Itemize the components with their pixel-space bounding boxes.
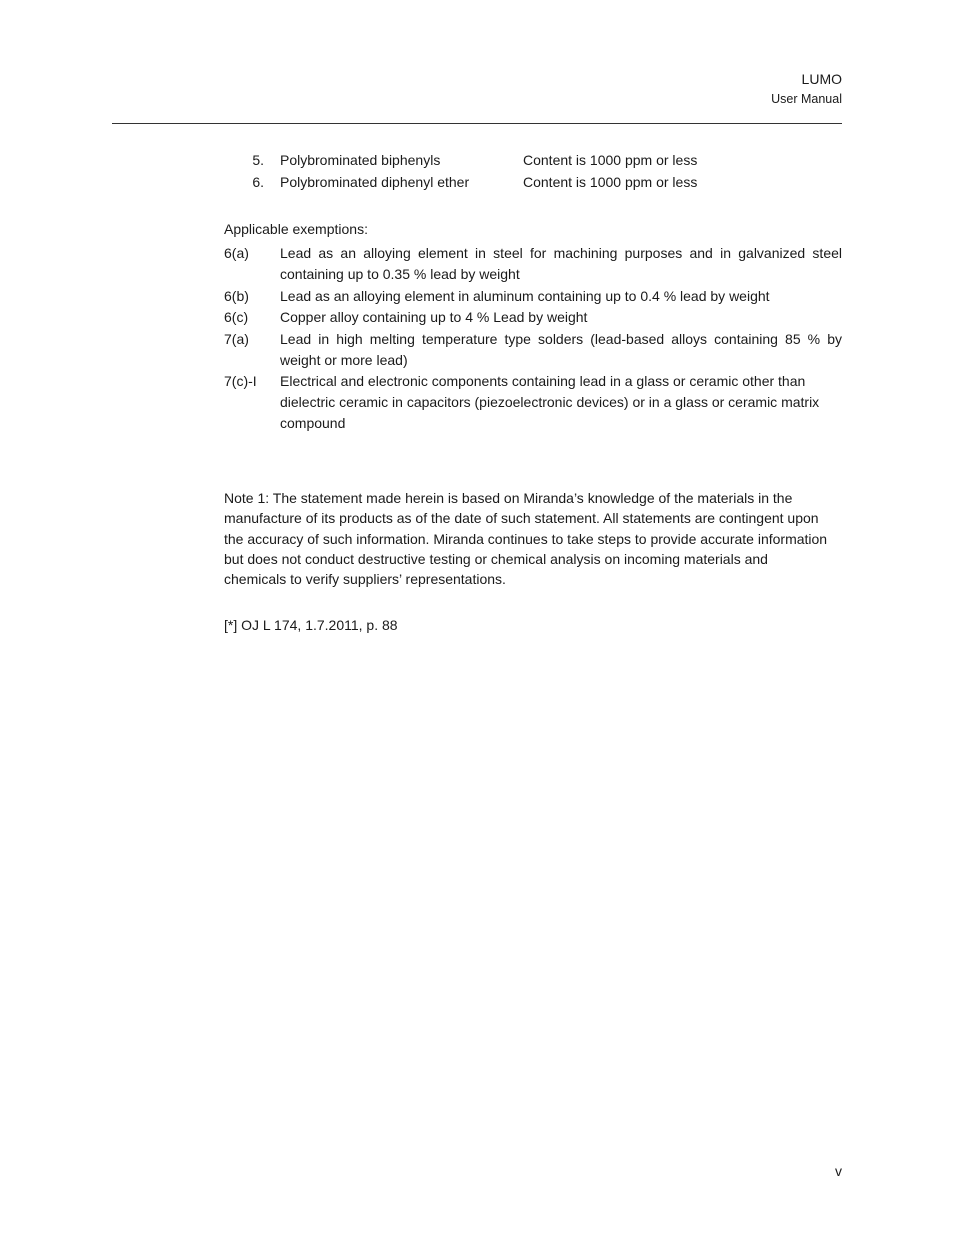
exemption-text: Lead as an alloying element in aluminum containing up to 0.4 % lead by weight	[280, 287, 770, 304]
exemption-code: 6(b)	[224, 287, 249, 304]
substance-row	[224, 172, 842, 194]
exemption-code: 7(c)-I	[224, 373, 257, 389]
exemption-code: 7(a)	[224, 330, 249, 347]
exemptions-heading: Applicable exemptions:	[224, 221, 368, 237]
substance-name: Polybrominated diphenyl ether	[280, 174, 470, 190]
substance-row	[224, 150, 842, 172]
exemption-text: Lead as an alloying element in steel for machining purposes and in galvanized steel containing up to 0.35 % lead by weight	[280, 245, 842, 282]
substance-limit: Content is 1000 ppm or less	[523, 174, 698, 190]
exemption-item	[224, 243, 842, 285]
substance-name: Polybrominated biphenyls	[280, 152, 441, 168]
exemption-text: Copper alloy containing up to 4 % Lead by weight	[280, 309, 588, 325]
note-paragraph: Note 1: The statement made herein is based on Miranda’s knowledge of the materials in the manufacture of its products as of the date of such statement. All statements are contingent upon the accuracy of such information. Miranda continues to take steps to provide accurate information but does not conduct destructive testing or chemical analysis on incoming materials and chemicals to verify suppliers’ representations.	[224, 490, 828, 588]
page-content	[224, 150, 842, 635]
exemption-code: 6(a)	[224, 245, 249, 261]
document-subtitle: User Manual	[771, 92, 842, 106]
header-divider	[112, 123, 842, 124]
substance-table	[224, 150, 842, 194]
exemption-item	[224, 286, 842, 307]
exemptions-list	[224, 243, 842, 434]
exemption-item	[224, 329, 842, 371]
document-title: LUMO	[801, 71, 842, 87]
exemption-text: Electrical and electronic components containing lead in a glass or ceramic other than dielectric ceramic in capacitors (piezoelectronic devices) or in a glass or ceramic matrix compound	[280, 373, 820, 431]
page-number: v	[835, 1163, 842, 1179]
footnote: [*] OJ L 174, 1.7.2011, p. 88	[224, 617, 398, 634]
exemption-item	[224, 371, 842, 434]
substance-number: 5.	[252, 152, 264, 168]
exemption-item	[224, 307, 842, 328]
substance-number: 6.	[252, 174, 264, 190]
substance-limit: Content is 1000 ppm or less	[523, 152, 698, 168]
exemption-code: 6(c)	[224, 309, 249, 325]
exemption-text: Lead in high melting temperature type solders (lead-based alloys containing 85 % by weight or more lead)	[280, 330, 842, 368]
page-header	[771, 70, 842, 108]
